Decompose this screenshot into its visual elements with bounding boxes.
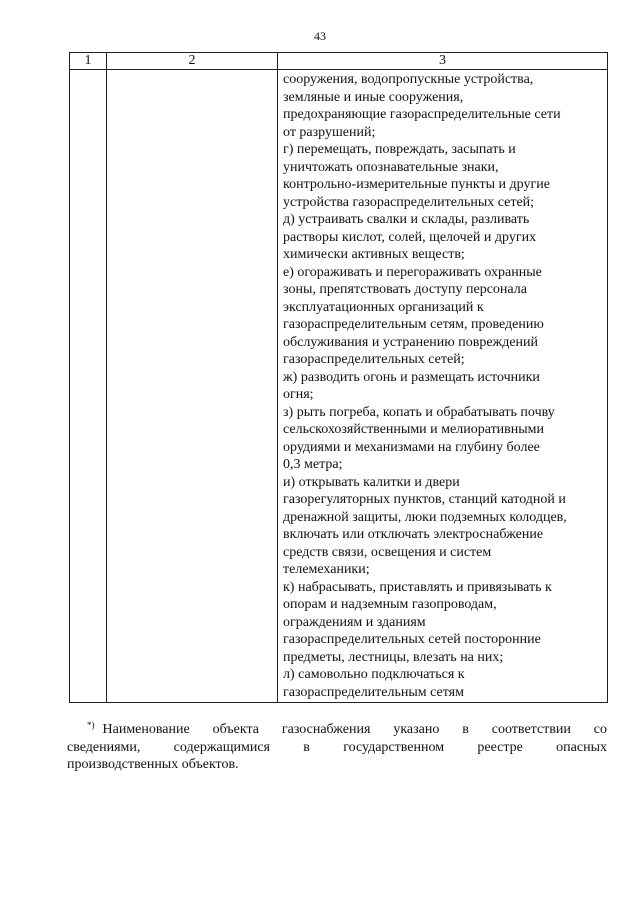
cell-text-line: орудиями и механизмами на глубину более — [283, 439, 540, 455]
cell-text-line: контрольно-измерительные пункты и другие — [283, 177, 550, 192]
cell-text-line: газораспределительным сетям, проведению — [283, 317, 544, 332]
footnote-line-1 — [87, 717, 607, 739]
cell-text-line: земляные и иные сооружения, — [283, 89, 464, 105]
cell-text-line: огня; — [283, 387, 314, 402]
page-number: 43 — [314, 29, 326, 43]
cell-text-line: устройства газораспределительных сетей; — [283, 194, 535, 210]
cell-text-line: сооружения, водопропускные устройства, — [283, 72, 534, 87]
cell-text-line: з) рыть погреба, копать и обрабатывать почву — [283, 404, 555, 420]
column-header-2: 2 — [107, 53, 278, 70]
cell-text-line: л) самовольно подключаться к — [283, 667, 465, 682]
table-header-row — [70, 53, 608, 70]
cell-text-line: г) перемещать, повреждать, засыпать и — [283, 142, 516, 157]
footnote-text-1: Наименование объекта газоснабжения указано в соответствии со — [102, 722, 607, 737]
cell-text-line: д) устраивать свалки и склады, разливать — [283, 212, 530, 227]
cell-text-line: и) открывать калитки и двери — [283, 474, 460, 490]
cell-column-3 — [278, 70, 608, 703]
footnote-marker: *) — [87, 720, 95, 730]
cell-text-line: телемеханики; — [283, 562, 370, 577]
cell-text-line: газораспределительных сетей посторонние — [283, 632, 541, 647]
cell-text-line: от разрушений; — [283, 124, 376, 140]
cell-text-line: газорегуляторных пунктов, станций катодной и — [283, 492, 566, 507]
column-header-3: 3 — [278, 53, 608, 70]
cell-text-line: газораспределительным сетям — [283, 684, 464, 700]
cell-text-line: предохраняющие газораспределительные сети — [283, 107, 561, 122]
cell-text-line: опорам и надземным газопроводам, — [283, 597, 497, 612]
cell-text-line: ограждениям и зданиям — [283, 614, 426, 630]
cell-column-2 — [107, 70, 278, 703]
requirements-table — [69, 52, 608, 703]
cell-column-1 — [70, 70, 107, 703]
cell-text-line: эксплуатационных организаций к — [283, 299, 484, 315]
cell-text-line: уничтожать опознавательные знаки, — [283, 159, 499, 175]
cell-text-line: газораспределительных сетей; — [283, 352, 465, 367]
cell-text-line: обслуживания и устранению повреждений — [283, 334, 539, 350]
footnote-line-3: производственных объектов. — [67, 757, 239, 772]
cell-text-line: е) огораживать и перегораживать охранные — [283, 264, 542, 280]
cell-text-line: ж) разводить огонь и размещать источники — [283, 369, 540, 385]
footnote-line-2: сведениями, содержащимися в государственном реестре опасных — [67, 739, 607, 755]
cell-text-line: предметы, лестницы, влезать на них; — [283, 649, 504, 665]
cell-text-line: растворы кислот, солей, щелочей и других — [283, 229, 537, 245]
cell-text-line: сельскохозяйственными и мелиоративными — [283, 422, 545, 437]
cell-text-line: к) набрасывать, приставлять и привязывать к — [283, 579, 552, 595]
table-row — [70, 70, 608, 703]
cell-text-line: средств связи, освещения и систем — [283, 544, 492, 560]
cell-text-line: химически активных веществ; — [283, 247, 465, 262]
cell-text-line: зоны, препятствовать доступу персонала — [283, 282, 527, 297]
cell-text-line: 0,3 метра; — [283, 457, 343, 472]
footnote-body — [67, 739, 607, 774]
cell-text-line: дренажной защиты, люки подземных колодцев, — [283, 509, 567, 525]
footnote — [67, 717, 607, 774]
cell-text-line: включать или отключать электроснабжение — [283, 527, 544, 542]
column-header-1: 1 — [70, 53, 107, 70]
